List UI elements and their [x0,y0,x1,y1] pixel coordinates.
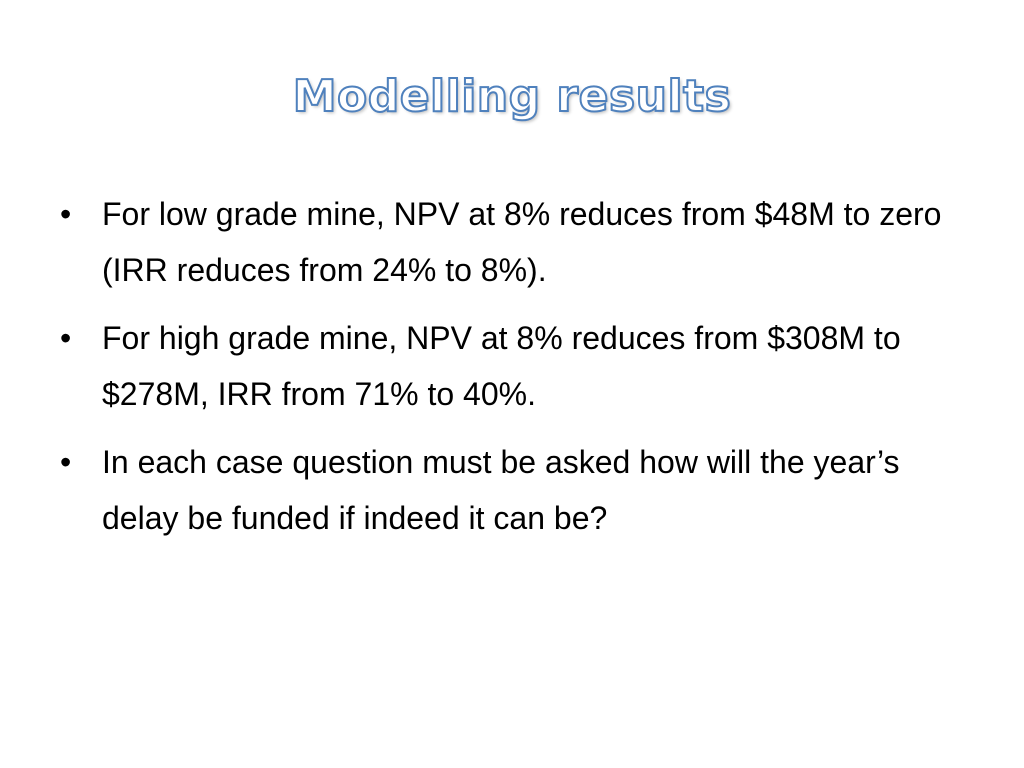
bullet-item [56,434,976,546]
bullet-text: In each case question must be asked how will the year’s delay be funded if indeed it can be? [102,444,900,536]
slide-title: Modelling results [292,71,732,122]
bullet-dot-icon: • [60,444,72,480]
bullet-list [56,186,976,558]
bullet-item [56,310,976,422]
bullet-text: For low grade mine, NPV at 8% reduces from $48M to zero (IRR reduces from 24% to 8%). [102,196,942,288]
bullet-text: For high grade mine, NPV at 8% reduces from $308M to $278M, IRR from 71% to 40%. [102,320,901,412]
bullet-dot-icon: • [60,320,72,356]
bullet-dot-icon: • [60,196,72,232]
bullet-item [56,186,976,298]
